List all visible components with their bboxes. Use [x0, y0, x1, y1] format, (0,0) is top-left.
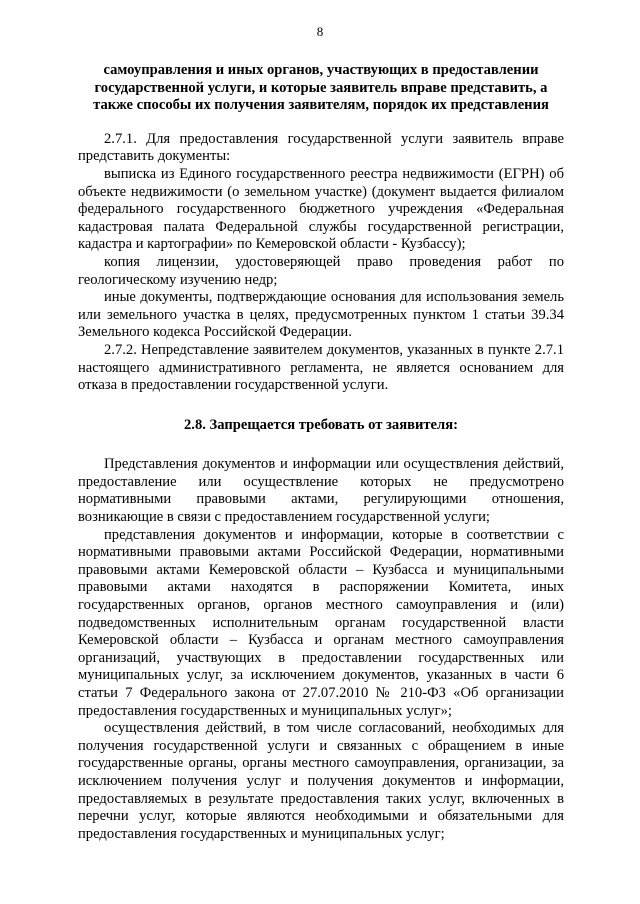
paragraph-egrn-extract: выписка из Единого государственного реестра недвижимости (ЕГРН) об объекте недвижимости (о земельном участке) (документ выдается филиалом федерального государственного бюджетного учреждения «Федеральная кадастровая палата Федеральной службы государственной регистрации, кадастра и картографии» по Кемеровской области - Кузбассу);: [78, 165, 564, 253]
paragraph-license-copy: копия лицензии, удостоверяющей право проведения работ по геологическому изучению недр;: [78, 253, 564, 288]
paragraph-2-7-1: 2.7.1. Для предоставления государственной услуги заявитель вправе представить документы:: [78, 130, 564, 165]
paragraph-other-documents: иные документы, подтверждающие основания для использования земель или земельного участка в целях, предусмотренных пунктом 1 статьи 39.34 Земельного кодекса Российской Федерации.: [78, 289, 564, 341]
paragraph-prohibition-2: представления документов и информации, которые в соответствии с нормативными правовыми актами Российской Федерации, нормативными правовыми актами Кемеровской области – Кузбасса и муниципальными правовыми актами находятся в распоряжении Комитета, иных государственных органов, органов местного самоуправления и (или) подведомственных исполнительным органам государственной власти Кемеровской области – Кузбасса и органам местного самоуправления организаций, участвующих в предоставлении государственных или муниципальных услуг, за исключением документов, указанных в части 6 статьи 7 Федерального закона от 27.07.2010 № 210-ФЗ «Об организации предоставления государственных и муниципальных услуг»;: [78, 526, 564, 719]
paragraph-2-7-2: 2.7.2. Непредставление заявителем документов, указанных в пункте 2.7.1 настоящего административного регламента, не является основанием для отказа в предоставлении государственной услуги.: [78, 341, 564, 394]
page-content: [78, 62, 564, 843]
section-heading: самоуправления и иных органов, участвующих в предоставлении государственной услуги, и которые заявитель вправе представить, а также способы их получения заявителям, порядок их представления: [93, 62, 549, 114]
page-number: 8: [316, 24, 324, 39]
paragraph-prohibition-3: осуществления действий, в том числе согласований, необходимых для получения государственной услуги и связанных с обращением в иные государственные органы, органы местного самоуправления, организации, за исключением получения услуг и получения документов и информации, предоставляемых в результате предоставления таких услуг, включенных в перечни услуг, которые являются необходимыми и обязательными для предоставления государственных и муниципальных услуг;: [78, 720, 564, 842]
paragraph-prohibition-1: Представления документов и информации или осуществления действий, предоставление или осуществление которых не предусмотрено нормативными правовыми актами, регулирующими отношения, возникающие в связи с предоставлением государственной услуги;: [78, 456, 564, 526]
section-2-8-heading: 2.8. Запрещается требовать от заявителя:: [184, 416, 458, 433]
